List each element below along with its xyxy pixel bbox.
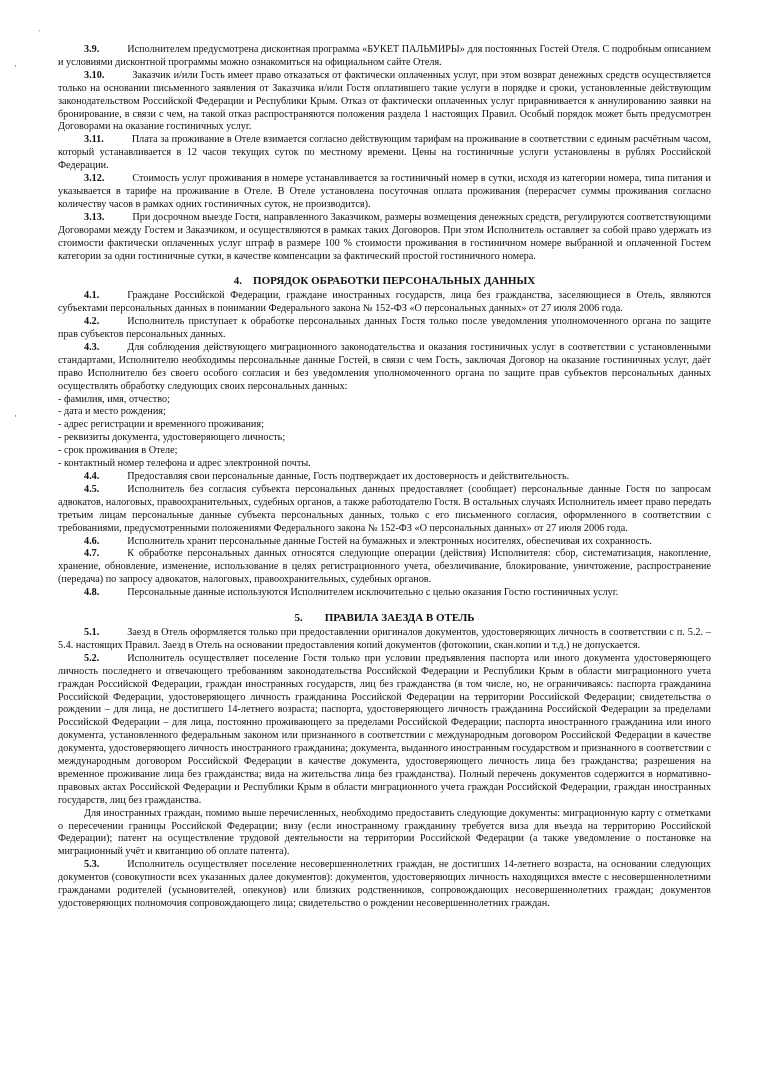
clause-text: Исполнитель хранит персональные данные Гостей на бумажных и электронных носителях, обеспечивая их сохранность.: [127, 535, 652, 547]
clause-text: Граждане Российской Федерации, граждане иностранных государств, лица без гражданства, заселяющиеся в Отель, являются субъектами персональных данных в понимании Федерального закона № 152-ФЗ «О персональных данных» от 27 июля 2006 года.: [58, 290, 711, 315]
clause-text: К обработке персональных данных относятся следующие операции (действия) Исполнителя: сбор, систематизация, накопление, хранение, обновление, изменение, использование в целях регистрационного учета, обезличивание, блокирование, уничтожение, распространение (передача) по запросу адвокатов, налоговых, правоохранительных, судебных органов.: [58, 548, 711, 586]
scan-dot: ·: [14, 61, 17, 71]
clause-paragraph: [58, 587, 711, 600]
clause-text: Персональные данные используются Исполнителем исключительно с целью оказания Гостю гостиничных услуг.: [127, 587, 619, 599]
clause-paragraph: [58, 471, 711, 484]
clause-paragraph: [58, 548, 711, 587]
document-body: [58, 44, 711, 911]
clause-text: Исполнителем предусмотрена дисконтная программа «БУКЕТ ПАЛЬМИРЫ» для постоянных Гостей Отеля. С подробным описанием и условиями дисконтной программы можно ознакомиться на официальном сайте Отеля.: [58, 44, 711, 68]
clause-paragraph: [58, 44, 711, 70]
clause-number: 3.9.: [84, 44, 100, 55]
scan-dot: ·: [14, 411, 17, 421]
clause-paragraph: [58, 484, 711, 536]
clause-number: 5.3.: [84, 859, 100, 871]
clause-text: При досрочном выезде Гостя, направленного Заказчиком, размеры возмещения денежных средств, регулируются соответствующими Договорами между Гостем и Заказчиком, и осуществляются в рамках таких Договоров. При этом Исполнитель оставляет за собой право удержать из стоимости фактически оплаченных услуг штраф в размере 100 % стоимости проживания в гостиничном номере выбранной и оплаченной Гостем категории за одни гостиничные сутки, в качестве компенсации за фактический простой гостиничного номера.: [58, 211, 711, 262]
clause-number: 5.1.: [84, 626, 100, 638]
clause-paragraph: [58, 342, 711, 394]
clause-number: 4.2.: [84, 316, 100, 328]
clause-paragraph: [58, 212, 711, 264]
clause-text: Стоимость услуг проживания в номере устанавливается за гостиничный номер в сутки, исходя из категории номера, типа питания и указывается в тарифе на проживание в Отеле. В Отеле установлена посуточная оплата проживания (перерасчет суммы проживания согласно количеству часов в рамках одних гостиничных суток, не производится).: [58, 173, 711, 210]
clause-text: Исполнитель приступает к обработке персональных данных Гостя только после уведомления уполномоченного органа по защите прав субъектов персональных данных.: [58, 316, 711, 341]
clause-number: 4.3.: [84, 341, 100, 353]
scan-mark: `: [38, 29, 41, 38]
clause-text: Исполнитель без согласия субъекта персональных данных предоставляет (сообщает) персональные данные Гостя по запросам адвокатов, налоговых, правоохранительных, судебных органов, а также работодателю Гостя. В остальных случаях Исполнитель имеет право передать третьим лицам персональные данные субъекта персональных данных, только с его письменного согласия, оформленного в соответствии с требованиями, предусмотренными положениями Федерального закона № 152-ФЗ «О персональных данных» от 27 июля 2006 года.: [58, 483, 711, 534]
list-item: - реквизиты документа, удостоверяющего личность;: [58, 432, 286, 444]
clause-paragraph: [58, 134, 711, 173]
clause-text: Предоставляя свои персональные данные, Гость подтверждает их достоверность и действительность.: [127, 471, 570, 482]
clause-number: 5.2.: [84, 652, 100, 664]
list-item: - адрес регистрации и временного проживания;: [58, 419, 264, 431]
clause-number: 3.13.: [84, 211, 105, 223]
clause-paragraph: [58, 173, 711, 212]
clause-number: 4.6.: [84, 535, 100, 547]
clause-paragraph: [58, 808, 711, 860]
list-item: - срок проживания в Отеле;: [58, 445, 178, 457]
section-heading: 4. ПОРЯДОК ОБРАБОТКИ ПЕРСОНАЛЬНЫХ ДАННЫХ: [233, 275, 536, 288]
clause-paragraph: [58, 70, 711, 135]
clause-paragraph: [58, 859, 711, 911]
clause-number: 4.7.: [84, 548, 100, 560]
clause-text: Исполнитель осуществляет поселение несовершеннолетних граждан, не достигших 14-летнего возраста, на основании следующих документов (совокупности всех указанных далее документов): документов, удостоверяющих личность находящихся вместе с несовершеннолетними гражданами родителей (усыновителей, опекунов) или близких родственников, сопровождающих несовершеннолетних граждан; документов удостоверяющих полномочия сопровождающего лица; свидетельство о рождении несовершеннолетних граждан.: [58, 859, 711, 909]
clause-number: 3.12.: [84, 173, 105, 185]
clause-text: Заезд в Отель оформляется только при предоставлении оригиналов документов, удостоверяющих личность в соответствии с п. 5.2. – 5.4. настоящих Правил. Заезд в Отель на основании предоставления копий документов (фотокопии, скан.копии и т.д.) не допускается.: [58, 626, 711, 651]
clause-text: Для соблюдения действующего миграционного законодательства и оказания гостиничных услуг в соответствии с установленными стандартами, Исполнителю необходимы персональные данные Гостей, в связи с чем Гость, заключая Договор на оказание гостиничных услуг, даёт право Исполнителю без своего особого согласия и без уведомления уполномоченного органа по защите прав субъектов персональных данных осуществлять обработку следующих своих персональных данных:: [58, 341, 711, 392]
section-heading: 5. ПРАВИЛА ЗАЕЗДА В ОТЕЛЬ: [294, 612, 475, 625]
clause-text: Плата за проживание в Отеле взимается согласно действующим тарифам на проживание в соответствии с единым расчётным часом, который устанавливается в 12 часов текущих суток по местному времени. Цены на гостиничные услуги установлены в рублях Российской Федерации.: [58, 134, 711, 172]
list-item: - фамилия, имя, отчество;: [58, 393, 170, 405]
clause-number: 4.1.: [84, 290, 100, 302]
clause-paragraph: [58, 290, 711, 316]
list-item: - дата и место рождения;: [58, 406, 166, 418]
clause-paragraph: [58, 653, 711, 808]
clause-text: Для иностранных граждан, помимо выше перечисленных, необходимо предоставить следующие документы: миграционную карту с отметками о пересечении границы Российской Федерации; визу (если иностранному гражданину требуется виза для въезда на территорию Российской Федерации); патент на осуществление трудовой деятельности на территории Российской Федерации (а также уведомление о постановке на миграционный учёт и квитанцию об оплате патента).: [58, 807, 711, 858]
clause-paragraph: [58, 316, 711, 342]
clause-text: Исполнитель осуществляет поселение Гостя только при условии предъявления паспорта или иного документа удостоверяющего личность последнего и отвечающего требованиям законодательства Российской Федерации и Республики Крым в области миграционного учета граждан Российской Федерации, граждан иностранных государств, лиц без гражданства (в том числе, но, не ограничиваясь: паспорта гражданина Российской Федерации, удостоверяющего личность гражданина Российской Федерации на территории Российской Федерации; свидетельства о рождении – для лица, не достигшего 14-летнего возраста; паспорта, удостоверяющего личность гражданина Российской Федерации за пределами Российской Федерации – для лица, постоянно проживающего за пределами Российской Федерации; паспорта иностранного гражданина или иного документа, установленного федеральным законом или признанного в соответствии с международным договором Российской Федерации в качестве документа, удостоверяющего личность иностранного гражданина; документа, выданного иностранным государством и признанного в соответствии с международным договором Российской Федерации в качестве документа, удостоверяющего личность лица без гражданства; разрешения на временное проживание лица без гражданства; вида на жительства лица без гражданства). Полный перечень документов содержится в нормативно-правовых актах Российской Федерации и Республики Крым в области миграционного учета граждан Российской Федерации, граждан иностранных государств, лиц без гражданства.: [58, 652, 711, 806]
clause-paragraph: [58, 536, 711, 549]
list-item: - контактный номер телефона и адрес электронной почты.: [58, 458, 311, 470]
clause-number: 4.4.: [84, 471, 100, 482]
clause-text: Заказчик и/или Гость имеет право отказаться от фактически оплаченных услуг, при этом возврат денежных средств осуществляется только на основании письменного заявления от Заказчика и/или Гостя оплатившего такие услуги в порядке и сроки, установленные действующим законодательством Российской Федерации и Республики Крым. Отказ от фактически оплаченных услуг приравнивается к аннулированию заявки на бронирование, в связи с чем, на такой отказ распространяются положения раздела 1 настоящих Правил. Особый порядок может быть предусмотрен Договорами на оказание гостиничных услуг.: [58, 69, 711, 133]
clause-number: 4.5.: [84, 483, 100, 495]
clause-number: 4.8.: [84, 587, 100, 599]
clause-paragraph: [58, 627, 711, 653]
clause-number: 3.10.: [84, 69, 105, 81]
clause-number: 3.11.: [84, 134, 104, 146]
